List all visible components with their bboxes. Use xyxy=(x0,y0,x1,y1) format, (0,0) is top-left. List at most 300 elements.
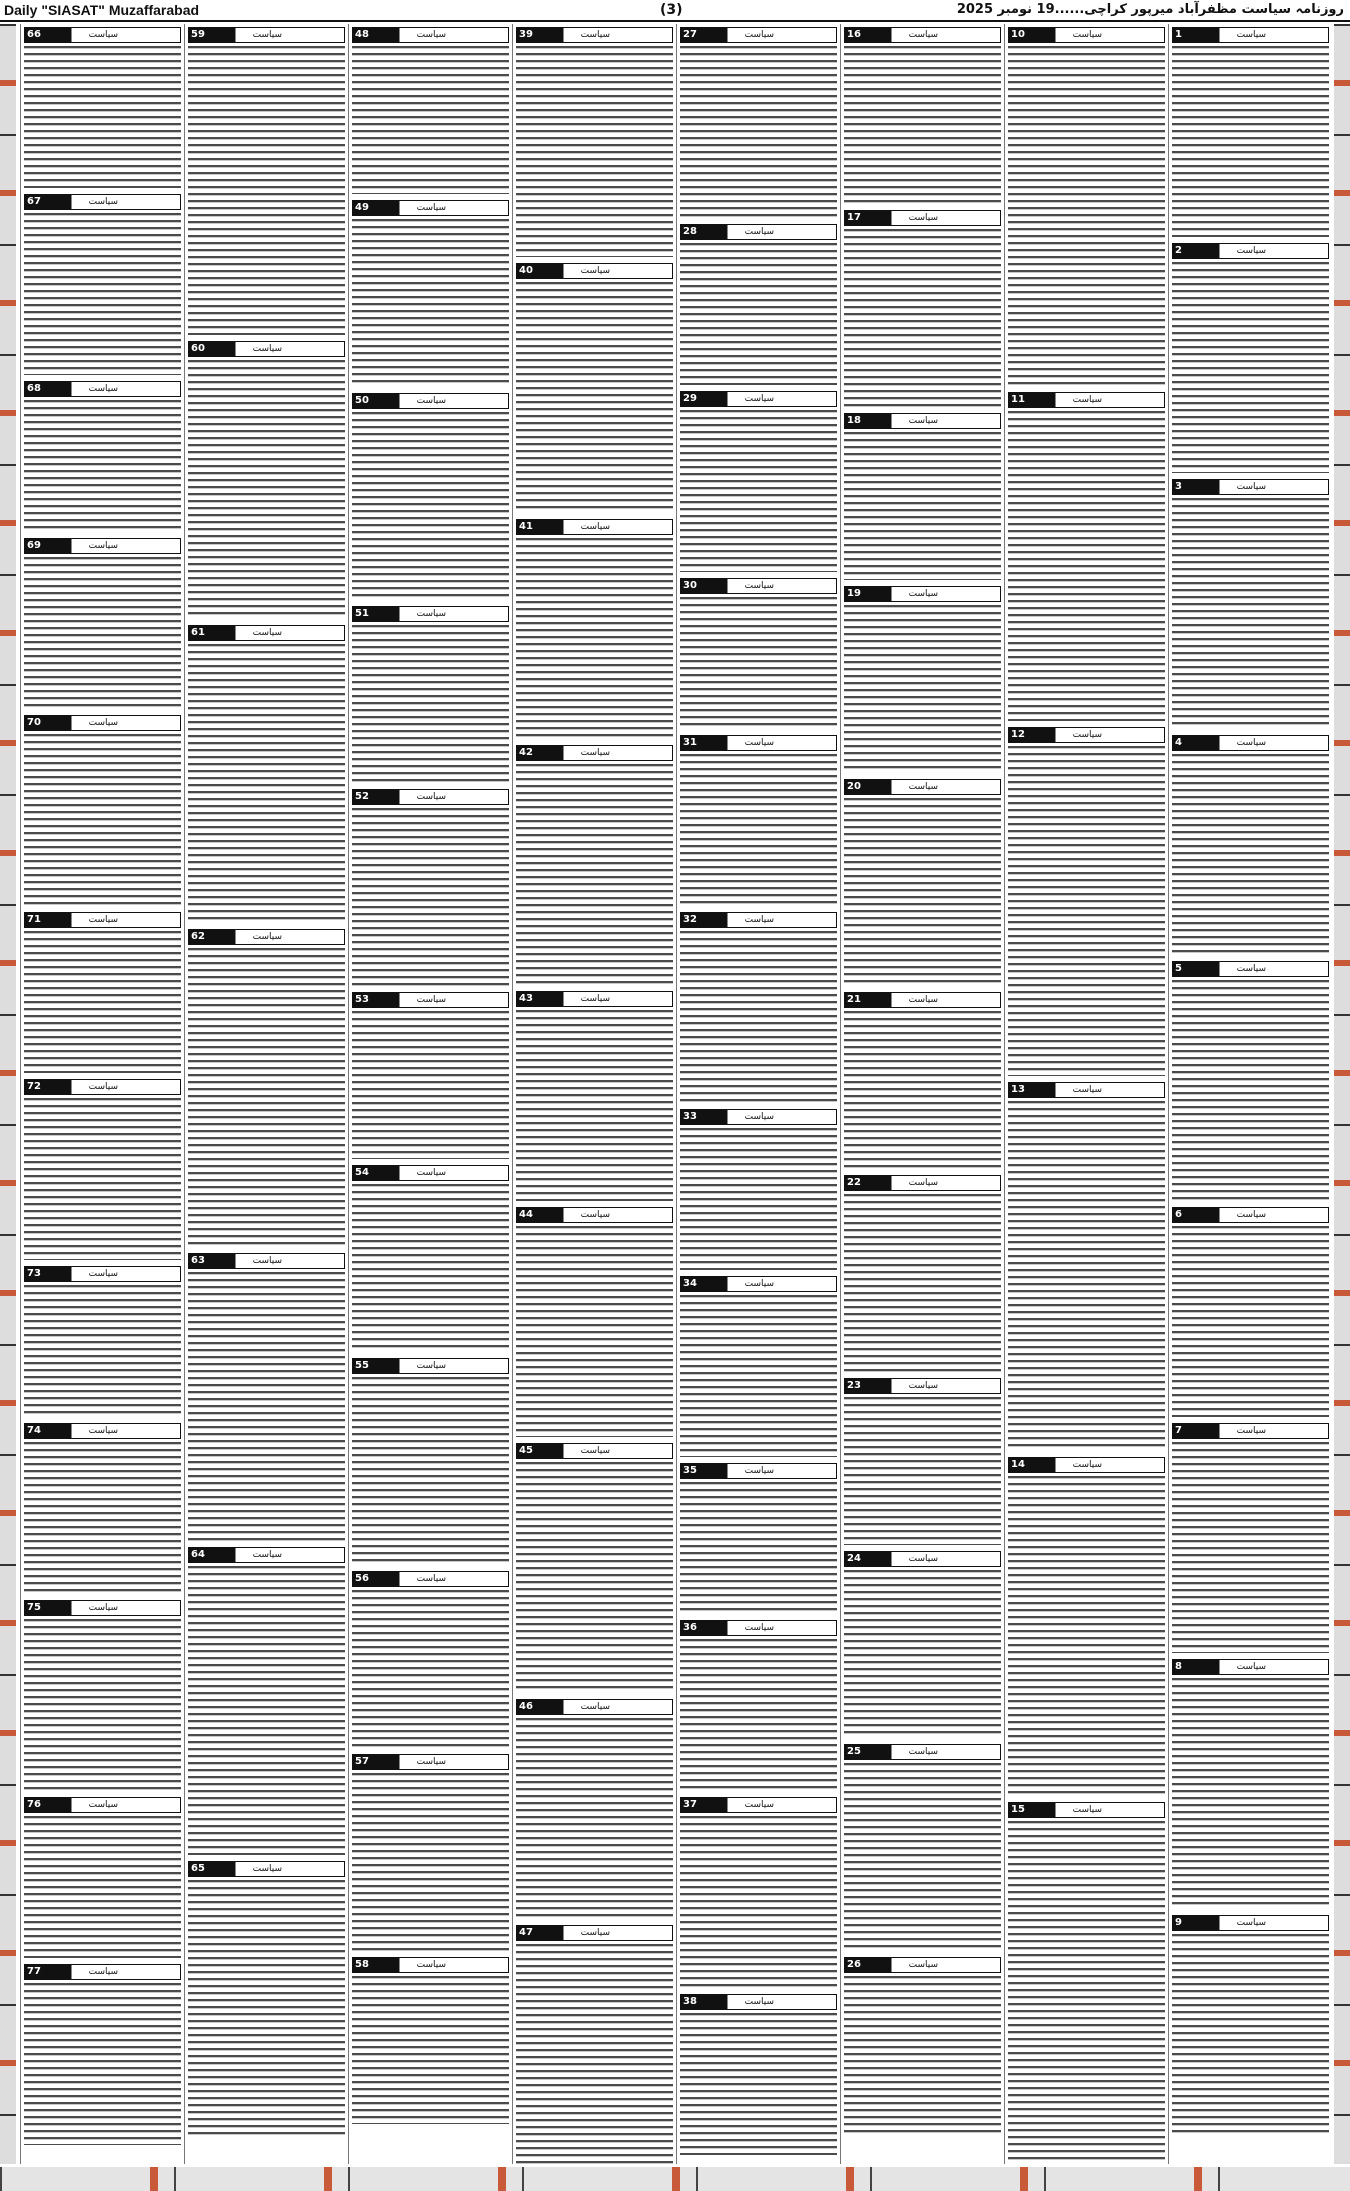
news-column xyxy=(1168,24,1332,2164)
story-brand: سیاست xyxy=(416,203,446,213)
news-story xyxy=(1172,1659,1329,1909)
story-brand: سیاست xyxy=(744,394,774,404)
story-text-block xyxy=(516,764,673,985)
story-number-tag xyxy=(352,200,509,216)
story-number: 36 xyxy=(683,1622,697,1633)
story-number: 75 xyxy=(27,1602,41,1613)
story-number: 1 xyxy=(1175,29,1182,40)
news-story xyxy=(352,27,509,194)
story-number: 4 xyxy=(1175,737,1182,748)
story-number: 40 xyxy=(519,265,533,276)
story-number-tag xyxy=(1172,1207,1329,1223)
story-text-block xyxy=(352,1184,509,1352)
story-text-block xyxy=(188,644,345,923)
story-number: 20 xyxy=(847,781,861,792)
story-number-tag xyxy=(352,1754,509,1770)
story-number-tag xyxy=(680,1109,837,1125)
story-number: 70 xyxy=(27,717,41,728)
story-number: 52 xyxy=(355,791,369,802)
story-text-block xyxy=(352,1377,509,1565)
story-number-tag xyxy=(24,1797,181,1813)
page-number: (3) xyxy=(660,2,683,18)
story-brand: سیاست xyxy=(1236,1426,1266,1436)
story-brand: سیاست xyxy=(1236,738,1266,748)
story-text-block xyxy=(680,1482,837,1614)
story-number: 7 xyxy=(1175,1425,1182,1436)
news-column xyxy=(512,24,676,2164)
news-story xyxy=(352,606,509,783)
story-brand: سیاست xyxy=(416,1960,446,1970)
news-story xyxy=(680,1109,837,1270)
story-number: 14 xyxy=(1011,1459,1025,1470)
story-number: 58 xyxy=(355,1959,369,1970)
news-column xyxy=(840,24,1004,2164)
news-story xyxy=(188,929,345,1247)
news-story xyxy=(24,538,181,709)
news-story xyxy=(188,1861,345,2139)
story-text-block xyxy=(516,1010,673,1201)
story-brand: سیاست xyxy=(744,1623,774,1633)
story-number: 43 xyxy=(519,993,533,1004)
story-number: 50 xyxy=(355,395,369,406)
story-brand: سیاست xyxy=(252,1864,282,1874)
story-number-tag xyxy=(352,992,509,1008)
story-number-tag xyxy=(844,413,1001,429)
story-number-tag xyxy=(24,1079,181,1095)
story-text-block xyxy=(1172,46,1329,237)
story-brand: سیاست xyxy=(1072,730,1102,740)
story-text-block xyxy=(352,46,509,194)
story-number-tag xyxy=(1172,1915,1329,1931)
story-text-block xyxy=(24,400,181,532)
news-story xyxy=(24,381,181,532)
story-brand: سیاست xyxy=(252,30,282,40)
news-story xyxy=(516,1443,673,1693)
story-number-tag xyxy=(680,912,837,928)
story-number: 44 xyxy=(519,1209,533,1220)
story-brand: سیاست xyxy=(252,1550,282,1560)
story-number-tag xyxy=(188,1861,345,1877)
story-number-tag xyxy=(24,538,181,554)
story-number: 51 xyxy=(355,608,369,619)
story-text-block xyxy=(1008,1476,1165,1796)
story-brand: سیاست xyxy=(252,932,282,942)
story-brand: سیاست xyxy=(88,915,118,925)
news-story xyxy=(844,1551,1001,1738)
story-number: 68 xyxy=(27,383,41,394)
story-number-tag xyxy=(1172,1659,1329,1675)
news-story xyxy=(1008,1082,1165,1451)
story-number: 16 xyxy=(847,29,861,40)
story-text-block xyxy=(680,1295,837,1457)
news-story xyxy=(516,1925,673,2164)
story-number-tag xyxy=(188,341,345,357)
story-brand: سیاست xyxy=(580,266,610,276)
story-text-block xyxy=(188,1566,345,1855)
story-text-block xyxy=(844,1194,1001,1372)
story-brand: سیاست xyxy=(416,30,446,40)
story-number-tag xyxy=(352,1358,509,1374)
news-story xyxy=(844,1957,1001,2134)
story-number-tag xyxy=(24,27,181,43)
news-story xyxy=(844,992,1001,1169)
story-brand: سیاست xyxy=(580,1210,610,1220)
story-text-block xyxy=(352,412,509,600)
story-number-tag xyxy=(516,519,673,535)
story-brand: سیاست xyxy=(1236,482,1266,492)
story-text-block xyxy=(844,229,1001,407)
story-brand: سیاست xyxy=(1236,1918,1266,1928)
story-number-tag xyxy=(24,715,181,731)
story-text-block xyxy=(24,1619,181,1791)
story-number: 73 xyxy=(27,1268,41,1279)
story-brand: سیاست xyxy=(580,1446,610,1456)
story-text-block xyxy=(24,1098,181,1260)
news-story xyxy=(352,1754,509,1951)
story-brand: سیاست xyxy=(744,915,774,925)
story-number-tag xyxy=(1172,961,1329,977)
story-brand: سیاست xyxy=(744,1112,774,1122)
story-text-block xyxy=(516,538,673,739)
story-number: 27 xyxy=(683,29,697,40)
story-number: 64 xyxy=(191,1549,205,1560)
story-text-block xyxy=(844,1011,1001,1169)
news-story xyxy=(24,1266,181,1417)
story-number-tag xyxy=(680,1463,837,1479)
news-story xyxy=(24,1600,181,1791)
story-number: 74 xyxy=(27,1425,41,1436)
story-number-tag xyxy=(516,1925,673,1941)
story-brand: سیاست xyxy=(744,30,774,40)
story-brand: سیاست xyxy=(744,1997,774,2007)
news-story xyxy=(516,27,673,257)
story-number-tag xyxy=(1008,727,1165,743)
story-brand: سیاست xyxy=(580,1702,610,1712)
news-story xyxy=(1172,1423,1329,1653)
story-number-tag xyxy=(188,27,345,43)
story-number: 29 xyxy=(683,393,697,404)
story-number: 61 xyxy=(191,627,205,638)
story-brand: سیاست xyxy=(1236,246,1266,256)
news-story xyxy=(516,1207,673,1437)
story-number-tag xyxy=(1172,243,1329,259)
story-number: 41 xyxy=(519,521,533,532)
story-text-block xyxy=(24,734,181,906)
story-brand: سیاست xyxy=(1072,1085,1102,1095)
story-brand: سیاست xyxy=(1072,1460,1102,1470)
story-brand: سیاست xyxy=(252,628,282,638)
footer-strip xyxy=(0,2167,1350,2191)
story-number: 28 xyxy=(683,226,697,237)
news-story xyxy=(352,1957,509,2124)
story-number-tag xyxy=(352,27,509,43)
story-text-block xyxy=(1172,1226,1329,1417)
story-text-block xyxy=(24,1983,181,2145)
story-text-block xyxy=(1172,498,1329,729)
news-story xyxy=(1008,1802,1165,2161)
story-number: 31 xyxy=(683,737,697,748)
story-brand: سیاست xyxy=(416,1361,446,1371)
story-text-block xyxy=(352,1773,509,1951)
news-story xyxy=(516,745,673,985)
story-number: 12 xyxy=(1011,729,1025,740)
news-story xyxy=(352,1165,509,1352)
story-number-tag xyxy=(1172,479,1329,495)
story-brand: سیاست xyxy=(416,995,446,1005)
story-number-tag xyxy=(844,1378,1001,1394)
story-number: 8 xyxy=(1175,1661,1182,1672)
story-text-block xyxy=(1172,1678,1329,1909)
story-text-block xyxy=(352,1011,509,1159)
story-number: 26 xyxy=(847,1959,861,1970)
story-brand: سیاست xyxy=(88,1426,118,1436)
story-number-tag xyxy=(1008,27,1165,43)
news-story xyxy=(188,27,345,335)
story-text-block xyxy=(24,1285,181,1417)
story-number: 18 xyxy=(847,415,861,426)
story-number: 24 xyxy=(847,1553,861,1564)
story-number-tag xyxy=(24,1964,181,1980)
story-brand: سیاست xyxy=(744,1800,774,1810)
news-story xyxy=(1172,1915,1329,2135)
news-story xyxy=(844,586,1001,773)
story-number: 46 xyxy=(519,1701,533,1712)
story-number-tag xyxy=(844,1551,1001,1567)
story-number-tag xyxy=(516,1207,673,1223)
news-story xyxy=(844,779,1001,986)
story-number: 13 xyxy=(1011,1084,1025,1095)
story-text-block xyxy=(1008,746,1165,1076)
news-story xyxy=(24,1423,181,1594)
story-number: 35 xyxy=(683,1465,697,1476)
story-number: 66 xyxy=(27,29,41,40)
story-text-block xyxy=(844,1570,1001,1738)
story-number-tag xyxy=(1008,1082,1165,1098)
story-brand: سیاست xyxy=(908,1554,938,1564)
story-number: 22 xyxy=(847,1177,861,1188)
story-text-block xyxy=(24,557,181,709)
story-brand: سیاست xyxy=(1236,30,1266,40)
news-story xyxy=(1008,27,1165,386)
story-brand: سیاست xyxy=(744,581,774,591)
story-number: 77 xyxy=(27,1966,41,1977)
news-story xyxy=(680,224,837,385)
story-brand: سیاست xyxy=(908,30,938,40)
story-number-tag xyxy=(844,1744,1001,1760)
story-text-block xyxy=(1172,980,1329,1201)
story-number: 19 xyxy=(847,588,861,599)
story-text-block xyxy=(680,410,837,572)
story-number: 30 xyxy=(683,580,697,591)
story-number: 67 xyxy=(27,196,41,207)
story-number: 39 xyxy=(519,29,533,40)
story-number-tag xyxy=(680,27,837,43)
story-brand: سیاست xyxy=(88,1082,118,1092)
news-story xyxy=(680,912,837,1103)
story-number-tag xyxy=(1172,27,1329,43)
story-number-tag xyxy=(844,1957,1001,1973)
story-number: 69 xyxy=(27,540,41,551)
story-text-block xyxy=(680,1639,837,1791)
story-text-block xyxy=(24,46,181,188)
story-brand: سیاست xyxy=(580,30,610,40)
story-text-block xyxy=(1008,411,1165,721)
story-number: 5 xyxy=(1175,963,1182,974)
story-number-tag xyxy=(352,606,509,622)
story-text-block xyxy=(844,46,1001,204)
story-number-tag xyxy=(24,194,181,210)
story-number-tag xyxy=(680,1994,837,2010)
story-number-tag xyxy=(516,745,673,761)
story-brand: سیاست xyxy=(1236,1210,1266,1220)
story-number-tag xyxy=(188,625,345,641)
news-story xyxy=(24,1964,181,2145)
left-border-strip xyxy=(0,24,16,2164)
story-number: 47 xyxy=(519,1927,533,1938)
story-number: 49 xyxy=(355,202,369,213)
story-text-block xyxy=(680,243,837,385)
news-story xyxy=(516,263,673,513)
news-columns xyxy=(18,24,1332,2164)
story-number: 72 xyxy=(27,1081,41,1092)
story-brand: سیاست xyxy=(416,396,446,406)
news-story xyxy=(1172,27,1329,237)
story-number-tag xyxy=(1172,1423,1329,1439)
story-number: 21 xyxy=(847,994,861,1005)
story-number-tag xyxy=(24,1423,181,1439)
story-number: 33 xyxy=(683,1111,697,1122)
story-number-tag xyxy=(1008,1802,1165,1818)
news-story xyxy=(1008,392,1165,721)
story-number-tag xyxy=(680,224,837,240)
story-brand: سیاست xyxy=(416,792,446,802)
story-number: 45 xyxy=(519,1445,533,1456)
story-text-block xyxy=(844,1397,1001,1545)
news-story xyxy=(844,1744,1001,1951)
story-text-block xyxy=(1008,46,1165,386)
story-brand: سیاست xyxy=(1072,395,1102,405)
story-brand: سیاست xyxy=(88,1800,118,1810)
story-number: 6 xyxy=(1175,1209,1182,1220)
story-number-tag xyxy=(352,789,509,805)
story-number: 76 xyxy=(27,1799,41,1810)
story-number: 62 xyxy=(191,931,205,942)
story-text-block xyxy=(1172,754,1329,955)
story-brand: سیاست xyxy=(416,1757,446,1767)
story-number-tag xyxy=(1008,1457,1165,1473)
news-story xyxy=(844,413,1001,580)
story-number-tag xyxy=(844,27,1001,43)
story-text-block xyxy=(844,432,1001,580)
story-number-tag xyxy=(844,586,1001,602)
story-number: 60 xyxy=(191,343,205,354)
story-text-block xyxy=(1172,1934,1329,2135)
story-number: 42 xyxy=(519,747,533,758)
story-number: 53 xyxy=(355,994,369,1005)
news-story xyxy=(680,391,837,572)
news-story xyxy=(352,393,509,600)
story-number-tag xyxy=(680,1276,837,1292)
story-brand: سیاست xyxy=(416,609,446,619)
story-brand: سیاست xyxy=(908,782,938,792)
story-brand: سیاست xyxy=(88,197,118,207)
news-story xyxy=(844,27,1001,204)
news-story xyxy=(1008,1457,1165,1796)
story-number-tag xyxy=(516,1699,673,1715)
story-text-block xyxy=(24,213,181,375)
story-number-tag xyxy=(680,1797,837,1813)
news-story xyxy=(188,1547,345,1855)
story-text-block xyxy=(844,605,1001,773)
news-story xyxy=(188,341,345,619)
news-column xyxy=(348,24,512,2164)
story-text-block xyxy=(352,625,509,783)
story-text-block xyxy=(844,1976,1001,2134)
story-brand: سیاست xyxy=(416,1574,446,1584)
story-text-block xyxy=(352,808,509,986)
story-number-tag xyxy=(188,929,345,945)
news-story xyxy=(516,991,673,1201)
story-number-tag xyxy=(844,992,1001,1008)
story-number: 11 xyxy=(1011,394,1025,405)
story-text-block xyxy=(844,798,1001,986)
story-text-block xyxy=(680,1128,837,1270)
story-brand: سیاست xyxy=(1072,30,1102,40)
story-number: 63 xyxy=(191,1255,205,1266)
story-number-tag xyxy=(24,912,181,928)
news-story xyxy=(680,27,837,218)
story-number-tag xyxy=(680,578,837,594)
story-number: 38 xyxy=(683,1996,697,2007)
story-text-block xyxy=(188,1880,345,2139)
story-brand: سیاست xyxy=(908,995,938,1005)
masthead xyxy=(0,0,1350,22)
story-number-tag xyxy=(1008,392,1165,408)
story-text-block xyxy=(680,1816,837,1988)
story-brand: سیاست xyxy=(88,1967,118,1977)
story-number: 2 xyxy=(1175,245,1182,256)
story-text-block xyxy=(188,46,345,335)
story-number: 17 xyxy=(847,212,861,223)
story-brand: سیاست xyxy=(908,1178,938,1188)
story-brand: سیاست xyxy=(580,522,610,532)
story-number: 54 xyxy=(355,1167,369,1178)
news-story xyxy=(352,1571,509,1748)
story-brand: سیاست xyxy=(252,344,282,354)
story-brand: سیاست xyxy=(908,589,938,599)
story-text-block xyxy=(352,219,509,387)
story-brand: سیاست xyxy=(744,1279,774,1289)
story-brand: سیاست xyxy=(908,1960,938,1970)
story-brand: سیاست xyxy=(1236,1662,1266,1672)
news-story xyxy=(516,1699,673,1919)
date-line: روزنامہ سیاست مظفرآباد میرپور کراچی......19 نومبر 2025 xyxy=(956,2,1344,17)
story-brand: سیاست xyxy=(88,384,118,394)
story-text-block xyxy=(680,2013,837,2155)
story-number: 15 xyxy=(1011,1804,1025,1815)
news-story xyxy=(844,1175,1001,1372)
story-number-tag xyxy=(24,1266,181,1282)
story-number-tag xyxy=(844,779,1001,795)
story-text-block xyxy=(188,1272,345,1541)
story-number-tag xyxy=(516,263,673,279)
story-text-block xyxy=(24,1442,181,1594)
story-number-tag xyxy=(680,391,837,407)
story-brand: سیاست xyxy=(744,738,774,748)
story-number: 9 xyxy=(1175,1917,1182,1928)
news-story xyxy=(352,992,509,1159)
story-text-block xyxy=(24,931,181,1073)
